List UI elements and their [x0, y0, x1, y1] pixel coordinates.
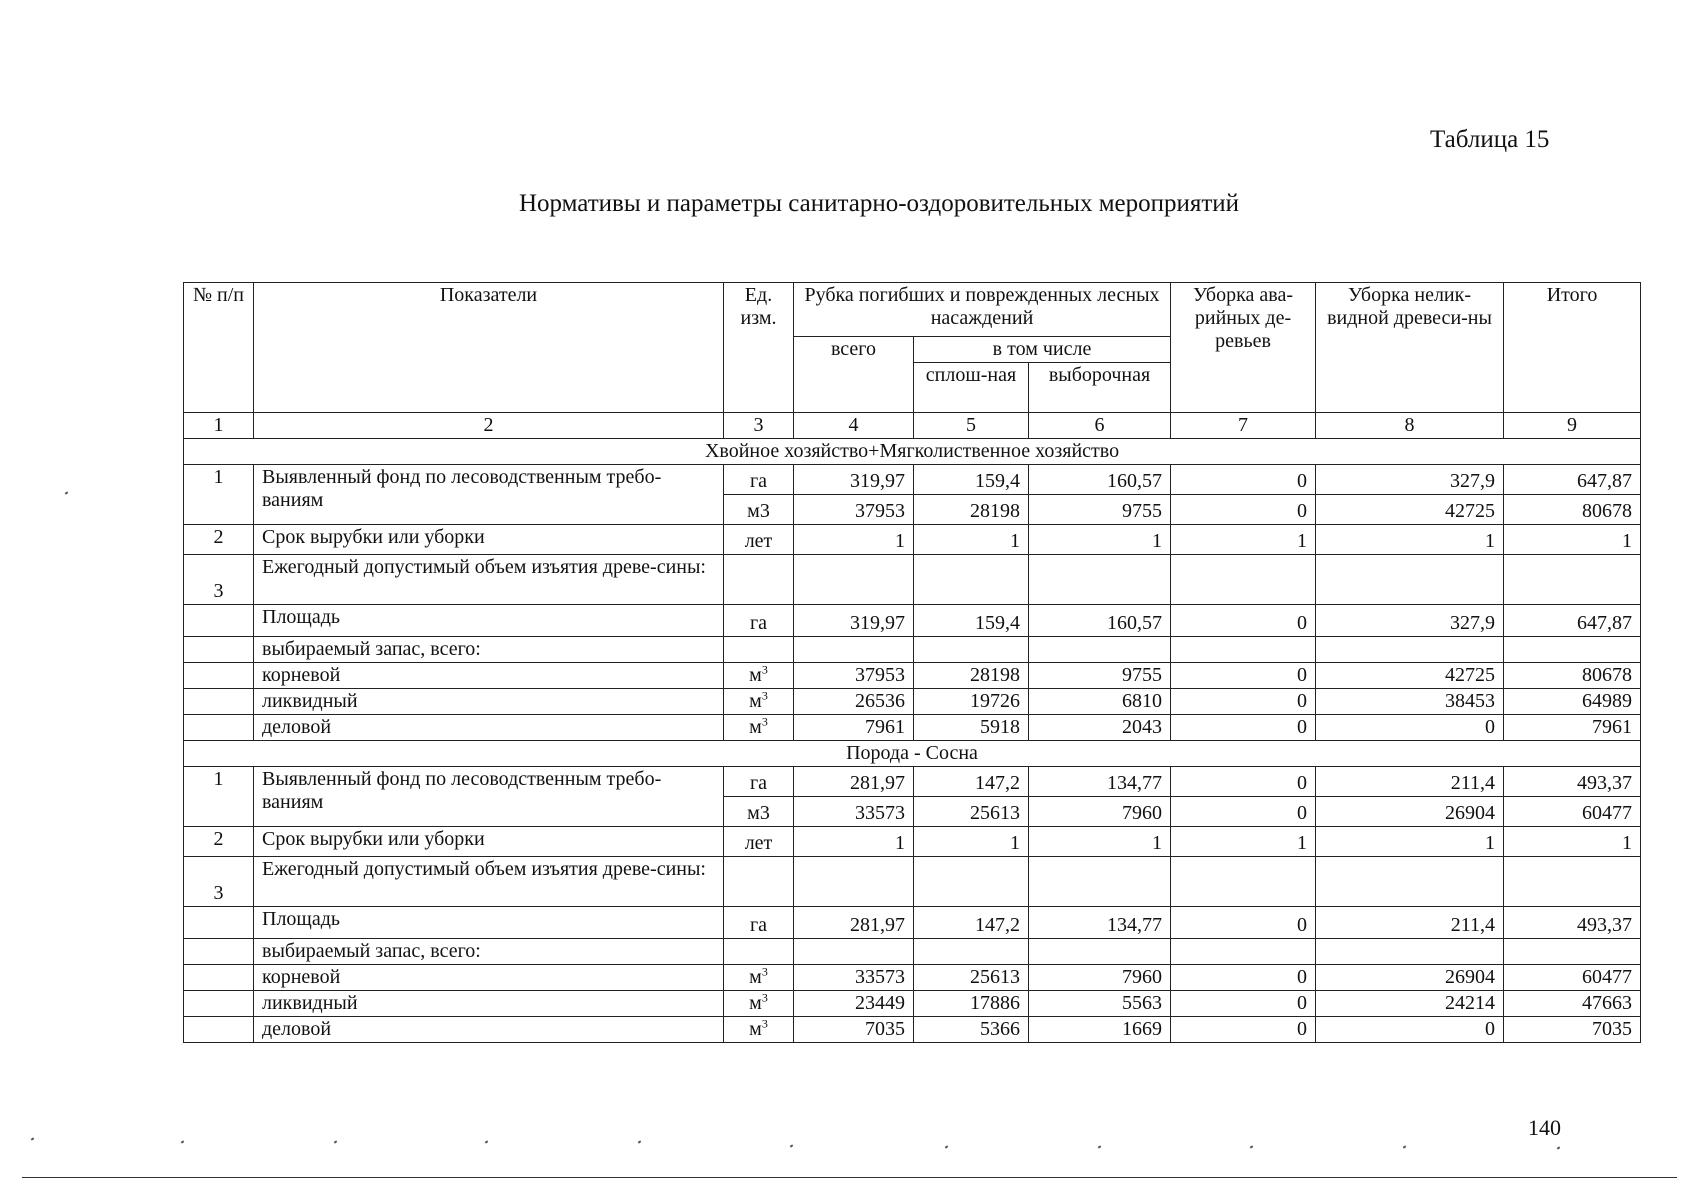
scan-speck [1098, 1145, 1102, 1148]
col-num: 7 [1171, 413, 1316, 439]
table-row [184, 991, 1641, 1017]
empty-cell [1504, 857, 1641, 907]
unit-cell: м3 [724, 495, 794, 525]
table-row [184, 637, 1641, 663]
value-cell: 319,97 [794, 465, 914, 495]
empty-cell [914, 555, 1029, 605]
scan-speck [638, 1140, 642, 1143]
empty-cell [724, 857, 794, 907]
page-number: 140 [1528, 1115, 1561, 1140]
table-row [184, 857, 1641, 907]
indicator-label: выбираемый запас, всего: [254, 939, 724, 965]
value-cell: 1 [794, 525, 914, 555]
scan-speck [1557, 1146, 1561, 1149]
unit-cell: га [724, 907, 794, 939]
value-cell: 0 [1171, 663, 1316, 689]
table-row [184, 715, 1641, 741]
value-cell: 319,97 [794, 605, 914, 637]
value-cell: 33573 [794, 797, 914, 827]
value-cell: 159,4 [914, 465, 1029, 495]
empty-cell [794, 939, 914, 965]
value-cell: 493,37 [1504, 907, 1641, 939]
table-row [184, 555, 1641, 605]
indicator-label: Выявленный фонд по лесоводственным требо-ваниям [254, 767, 724, 827]
empty-cell [724, 555, 794, 605]
value-cell: 1669 [1029, 1017, 1171, 1043]
unit-superscript: 3 [761, 1016, 768, 1031]
empty-cell [1029, 857, 1171, 907]
norms-table [183, 282, 1641, 1043]
unit-superscript: 3 [761, 662, 768, 677]
unit-superscript: 3 [761, 714, 768, 729]
section-title: Порода - Сосна [184, 741, 1641, 767]
row-number: 2 [184, 525, 254, 555]
value-cell: 493,37 [1504, 767, 1641, 797]
value-cell: 1 [1171, 827, 1316, 857]
row-number: 3 [184, 555, 254, 605]
value-cell: 5366 [914, 1017, 1029, 1043]
unit-cell: га [724, 465, 794, 495]
empty-cell [724, 637, 794, 663]
value-cell: 26904 [1316, 965, 1504, 991]
unit-cell: га [724, 767, 794, 797]
value-cell: 160,57 [1029, 605, 1171, 637]
empty-cell [1029, 555, 1171, 605]
value-cell: 37953 [794, 663, 914, 689]
indicator-label: ликвидный [254, 689, 724, 715]
table-row [184, 525, 1641, 555]
empty-cell [184, 689, 254, 715]
value-cell: 28198 [914, 663, 1029, 689]
indicator-label: ликвидный [254, 991, 724, 1017]
indicator-label: Площадь [254, 605, 724, 637]
empty-cell [1316, 857, 1504, 907]
table-row [184, 1017, 1641, 1043]
norms-table-container [183, 282, 1640, 1043]
value-cell: 28198 [914, 495, 1029, 525]
value-cell: 134,77 [1029, 767, 1171, 797]
empty-cell [1504, 555, 1641, 605]
indicator-label: Выявленный фонд по лесоводственным требо-ваниям [254, 465, 724, 525]
empty-cell [1029, 939, 1171, 965]
column-numbers-row [184, 413, 1641, 439]
value-cell: 23449 [794, 991, 914, 1017]
value-cell: 26904 [1316, 797, 1504, 827]
value-cell: 7961 [1504, 715, 1641, 741]
table-label: Таблица 15 [1430, 126, 1550, 153]
empty-cell [184, 663, 254, 689]
value-cell: 0 [1171, 689, 1316, 715]
table-row [184, 663, 1641, 689]
value-cell: 7035 [794, 1017, 914, 1043]
empty-cell [1171, 555, 1316, 605]
unit-label: м [749, 992, 762, 1014]
value-cell: 42725 [1316, 663, 1504, 689]
col-num: 1 [184, 413, 254, 439]
value-cell: 1 [1316, 525, 1504, 555]
unit-cell: га [724, 605, 794, 637]
value-cell: 1 [1029, 525, 1171, 555]
unit-superscript: 3 [761, 990, 768, 1005]
empty-cell [1029, 637, 1171, 663]
value-cell: 0 [1171, 907, 1316, 939]
unit-cell [724, 715, 794, 741]
empty-cell [1316, 555, 1504, 605]
value-cell: 0 [1171, 495, 1316, 525]
unit-cell: лет [724, 525, 794, 555]
table-body [184, 439, 1641, 1043]
value-cell: 80678 [1504, 495, 1641, 525]
header-emergency: Уборка ава-рийных де-ревьев [1171, 283, 1316, 413]
indicator-label: Ежегодный допустимый объем изъятия древе-сины: [254, 555, 724, 605]
value-cell: 2043 [1029, 715, 1171, 741]
value-cell: 47663 [1504, 991, 1641, 1017]
empty-cell [1316, 939, 1504, 965]
value-cell: 80678 [1504, 663, 1641, 689]
col-num: 3 [724, 413, 794, 439]
value-cell: 1 [914, 525, 1029, 555]
value-cell: 1 [1504, 525, 1641, 555]
value-cell: 1 [1029, 827, 1171, 857]
unit-cell [724, 689, 794, 715]
empty-cell [184, 715, 254, 741]
value-cell: 281,97 [794, 907, 914, 939]
unit-cell: лет [724, 827, 794, 857]
value-cell: 60477 [1504, 797, 1641, 827]
indicator-label: корневой [254, 965, 724, 991]
value-cell: 159,4 [914, 605, 1029, 637]
indicator-label: Ежегодный допустимый объем изъятия древе-сины: [254, 857, 724, 907]
value-cell: 37953 [794, 495, 914, 525]
unit-label: м [749, 716, 762, 738]
value-cell: 327,9 [1316, 465, 1504, 495]
empty-cell [724, 939, 794, 965]
value-cell: 281,97 [794, 767, 914, 797]
value-cell: 1 [1504, 827, 1641, 857]
value-cell: 0 [1171, 1017, 1316, 1043]
table-row [184, 965, 1641, 991]
empty-cell [1171, 857, 1316, 907]
value-cell: 160,57 [1029, 465, 1171, 495]
empty-cell [1316, 637, 1504, 663]
col-num: 9 [1504, 413, 1641, 439]
header-nonmarket: Уборка нелик-видной древеси-ны [1316, 283, 1504, 413]
table-row [184, 689, 1641, 715]
value-cell: 0 [1171, 605, 1316, 637]
table-row [184, 465, 1641, 495]
section-header-row [184, 439, 1641, 465]
footer-divider [22, 1177, 1677, 1178]
empty-cell [794, 857, 914, 907]
empty-cell [184, 637, 254, 663]
empty-cell [184, 991, 254, 1017]
header-num: № п/п [184, 283, 254, 413]
empty-cell [184, 1017, 254, 1043]
value-cell: 60477 [1504, 965, 1641, 991]
unit-label: м [749, 664, 762, 686]
empty-cell [184, 939, 254, 965]
unit-cell [724, 991, 794, 1017]
row-number: 3 [184, 857, 254, 907]
value-cell: 1 [1316, 827, 1504, 857]
value-cell: 24214 [1316, 991, 1504, 1017]
empty-cell [1504, 637, 1641, 663]
unit-label: м [749, 690, 762, 712]
empty-cell [794, 555, 914, 605]
scan-speck [65, 491, 69, 494]
empty-cell [914, 637, 1029, 663]
indicator-label: Площадь [254, 907, 724, 939]
scan-speck [945, 1145, 949, 1148]
table-row [184, 939, 1641, 965]
scan-speck [181, 1140, 185, 1143]
value-cell: 42725 [1316, 495, 1504, 525]
value-cell: 9755 [1029, 663, 1171, 689]
scan-speck [31, 1137, 35, 1140]
header-felling-total: всего [794, 337, 914, 413]
row-number: 2 [184, 827, 254, 857]
indicator-label: выбираемый запас, всего: [254, 637, 724, 663]
header-indicators: Показатели [254, 283, 724, 413]
scan-speck [334, 1140, 338, 1143]
header-total: Итого [1504, 283, 1641, 413]
section-title: Хвойное хозяйство+Мягколиственное хозяйство [184, 439, 1641, 465]
scan-speck [790, 1144, 794, 1147]
value-cell: 64989 [1504, 689, 1641, 715]
table-header [184, 283, 1641, 439]
row-number: 1 [184, 465, 254, 525]
value-cell: 25613 [914, 965, 1029, 991]
value-cell: 25613 [914, 797, 1029, 827]
unit-cell [724, 1017, 794, 1043]
unit-cell [724, 965, 794, 991]
empty-cell [794, 637, 914, 663]
indicator-label: Срок вырубки или уборки [254, 525, 724, 555]
value-cell: 1 [1171, 525, 1316, 555]
page-title: Нормативы и параметры санитарно-оздоровительных мероприятий [518, 190, 1240, 217]
value-cell: 6810 [1029, 689, 1171, 715]
col-num: 6 [1029, 413, 1171, 439]
header-including: в том числе [914, 337, 1171, 363]
value-cell: 26536 [794, 689, 914, 715]
unit-superscript: 3 [761, 964, 768, 979]
scan-speck [1403, 1145, 1407, 1148]
header-clear: сплош-ная [914, 363, 1029, 413]
value-cell: 147,2 [914, 767, 1029, 797]
empty-cell [1504, 939, 1641, 965]
header-felling: Рубка погибших и поврежденных лесных насаждений [794, 283, 1171, 337]
value-cell: 0 [1171, 991, 1316, 1017]
value-cell: 38453 [1316, 689, 1504, 715]
value-cell: 647,87 [1504, 605, 1641, 637]
value-cell: 647,87 [1504, 465, 1641, 495]
header-unit: Ед. изм. [724, 283, 794, 413]
value-cell: 5918 [914, 715, 1029, 741]
value-cell: 0 [1171, 965, 1316, 991]
value-cell: 211,4 [1316, 907, 1504, 939]
table-row [184, 605, 1641, 637]
value-cell: 0 [1316, 1017, 1504, 1043]
indicator-label: Срок вырубки или уборки [254, 827, 724, 857]
table-row [184, 827, 1641, 857]
col-num: 5 [914, 413, 1029, 439]
empty-cell [914, 939, 1029, 965]
value-cell: 1 [914, 827, 1029, 857]
value-cell: 1 [794, 827, 914, 857]
value-cell: 0 [1171, 715, 1316, 741]
value-cell: 19726 [914, 689, 1029, 715]
empty-cell [184, 965, 254, 991]
indicator-label: корневой [254, 663, 724, 689]
unit-cell [724, 663, 794, 689]
table-row [184, 907, 1641, 939]
value-cell: 147,2 [914, 907, 1029, 939]
value-cell: 7960 [1029, 965, 1171, 991]
empty-cell [914, 857, 1029, 907]
unit-cell: м3 [724, 797, 794, 827]
value-cell: 134,77 [1029, 907, 1171, 939]
value-cell: 0 [1316, 715, 1504, 741]
value-cell: 327,9 [1316, 605, 1504, 637]
unit-label: м [749, 1018, 762, 1040]
value-cell: 5563 [1029, 991, 1171, 1017]
value-cell: 0 [1171, 465, 1316, 495]
indicator-label: деловой [254, 1017, 724, 1043]
value-cell: 0 [1171, 767, 1316, 797]
value-cell: 7960 [1029, 797, 1171, 827]
value-cell: 9755 [1029, 495, 1171, 525]
unit-label: м [749, 966, 762, 988]
empty-cell [184, 907, 254, 939]
value-cell: 17886 [914, 991, 1029, 1017]
unit-superscript: 3 [761, 688, 768, 703]
value-cell: 33573 [794, 965, 914, 991]
empty-cell [184, 605, 254, 637]
indicator-label: деловой [254, 715, 724, 741]
table-row [184, 767, 1641, 797]
value-cell: 211,4 [1316, 767, 1504, 797]
empty-cell [1171, 939, 1316, 965]
value-cell: 7961 [794, 715, 914, 741]
row-number: 1 [184, 767, 254, 827]
col-num: 8 [1316, 413, 1504, 439]
scan-speck [485, 1140, 489, 1143]
empty-cell [1171, 637, 1316, 663]
header-selective: выборочная [1029, 363, 1171, 413]
scan-speck [1250, 1145, 1254, 1148]
value-cell: 0 [1171, 797, 1316, 827]
value-cell: 7035 [1504, 1017, 1641, 1043]
section-header-row [184, 741, 1641, 767]
col-num: 2 [254, 413, 724, 439]
col-num: 4 [794, 413, 914, 439]
